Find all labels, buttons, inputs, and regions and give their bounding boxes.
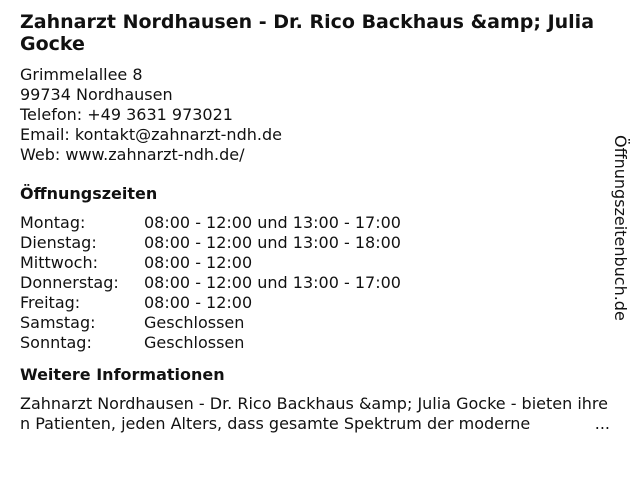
day-label: Donnerstag: (20, 273, 119, 292)
hours-row-thursday (20, 273, 610, 293)
info-heading: Weitere Informationen (20, 365, 225, 384)
time-value: 08:00 - 12:00 und 13:00 - 17:00 (144, 213, 401, 232)
time-value: Geschlossen (144, 313, 245, 332)
email-address: Email: kontakt@zahnarzt-ndh.de (20, 125, 282, 144)
hours-row-tuesday (20, 233, 610, 253)
page-title: Zahnarzt Nordhausen - Dr. Rico Backhaus &amp; Julia Gocke (20, 11, 595, 55)
street-address: Grimmelallee 8 (20, 65, 143, 84)
postal-city: 99734 Nordhausen (20, 85, 173, 104)
hours-row-sunday (20, 333, 610, 353)
site-watermark-label: Öffnungszeitenbuch.de (611, 135, 630, 321)
info-description-text: Zahnarzt Nordhausen - Dr. Rico Backhaus &amp; Julia Gocke - bieten ihren Patienten, jeden Alters, dass gesamte Spektrum der moderne (20, 394, 608, 433)
day-label: Mittwoch: (20, 253, 98, 272)
time-value: 08:00 - 12:00 und 13:00 - 17:00 (144, 273, 401, 292)
day-label: Montag: (20, 213, 86, 232)
hours-row-saturday (20, 313, 610, 333)
opening-hours-table (20, 213, 610, 353)
time-value: Geschlossen (144, 333, 245, 352)
hours-heading: Öffnungszeiten (20, 184, 158, 203)
listing-card (20, 0, 610, 434)
time-value: 08:00 - 12:00 und 13:00 - 18:00 (144, 233, 401, 252)
time-value: 08:00 - 12:00 (144, 253, 253, 272)
phone-number: Telefon: +49 3631 973021 (20, 105, 233, 124)
hours-row-friday (20, 293, 610, 313)
day-label: Freitag: (20, 293, 81, 312)
website-url: Web: www.zahnarzt-ndh.de/ (20, 145, 245, 164)
info-description (20, 394, 610, 434)
address-block (20, 65, 610, 165)
day-label: Samstag: (20, 313, 96, 332)
day-label: Dienstag: (20, 233, 97, 252)
truncation-ellipsis: ... (594, 414, 610, 433)
hours-row-wednesday (20, 253, 610, 273)
hours-row-monday (20, 213, 610, 233)
time-value: 08:00 - 12:00 (144, 293, 253, 312)
day-label: Sonntag: (20, 333, 92, 352)
